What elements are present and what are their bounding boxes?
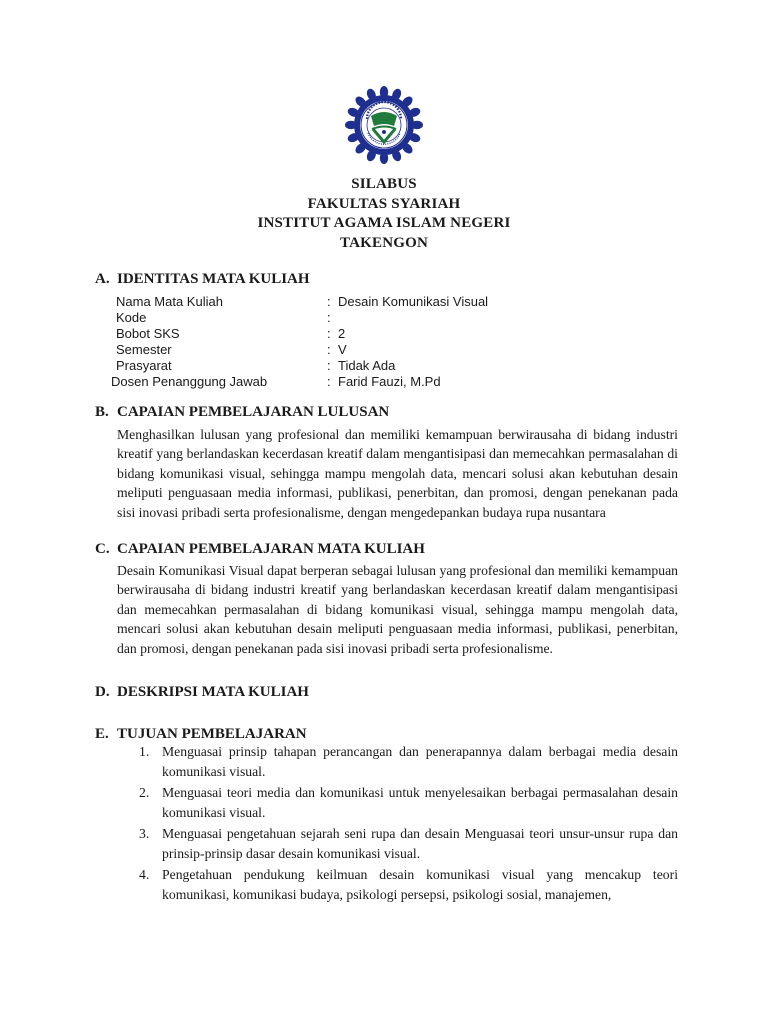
- section-b-paragraph: Menghasilkan lulusan yang profesional dan memiliki kemampuan berwirausaha di bidang industri kreatif yang berlandaskan kecerdasan kreatif dalam mengantisipasi dan memecahkan permasalahan di bidang komunikasi visual, sehingga mampu mengolah data, mencari solusi akan kebutuhan desain meliputi penguasaan media informasi, publikasi, penerbitan, dan promosi, dengan penekanan pada sisi inovasi pribadi serta profesionalisme, dengan mengedepankan budaya rupa nusantara: [117, 427, 678, 520]
- list-number: 3.: [139, 826, 150, 841]
- identity-row: [0, 374, 768, 390]
- identity-value: Farid Fauzi, M.Pd: [338, 374, 441, 389]
- identity-row: [0, 294, 768, 310]
- list-item-text: Menguasai pengetahuan sejarah seni rupa dan desain Menguasai teori unsur-unsur rupa dan prinsip-prinsip dasar desain komunikasi visual.: [162, 826, 678, 861]
- section-heading-e: [95, 726, 307, 743]
- identity-value: 2: [338, 326, 346, 341]
- section-heading-c: [95, 541, 425, 558]
- identity-label: Semester: [116, 342, 172, 357]
- section-c-paragraph: Desain Komunikasi Visual dapat berperan sebagai lulusan yang profesional dan memiliki kemampuan berwirausaha di bidang industri kreatif yang berlandaskan kecerdasan kreatif dalam mengantisipasi dan memecahkan permasalahan di bidang komunikasi visual, sehingga mampu mengolah data, mencari solusi akan kebutuhan desain meliputi penguasaan media informasi, publikasi, penerbitan, dan promosi, dengan penekanan pada sisi inovasi pribadi serta profesionalisme.: [117, 563, 678, 656]
- identity-label: Dosen Penanggung Jawab: [111, 374, 268, 389]
- section-title: IDENTITAS MATA KULIAH: [117, 271, 310, 287]
- list-number: 4.: [139, 867, 150, 882]
- identity-label: Kode: [116, 310, 147, 325]
- list-item-text: Pengetahuan pendukung keilmuan desain komunikasi visual yang mencakup teori komunikasi, komunikasi budaya, psikologi persepsi, psikologi sosial, manajemen,: [162, 867, 678, 902]
- list-item: [139, 865, 678, 905]
- title-line: INSTITUT AGAMA ISLAM NEGERI: [257, 215, 511, 231]
- section-heading-b: [95, 404, 389, 421]
- section-title: CAPAIAN PEMBELAJARAN LULUSAN: [117, 404, 390, 420]
- identity-colon: :: [327, 374, 331, 389]
- section-letter: A.: [95, 271, 110, 287]
- identity-value: Desain Komunikasi Visual: [338, 294, 489, 309]
- section-letter: C.: [95, 541, 110, 557]
- section-title: DESKRIPSI MATA KULIAH: [117, 684, 309, 700]
- identity-value: Tidak Ada: [338, 358, 396, 373]
- list-item: [139, 742, 678, 782]
- institution-logo: [345, 86, 423, 164]
- list-item-text: Menguasai teori media dan komunikasi untuk menyelesaikan berbagai permasalahan desain komunikasi visual.: [162, 785, 678, 820]
- learning-objectives-list: [139, 742, 678, 906]
- list-item-text: Menguasai prinsip tahapan perancangan dan penerapannya dalam berbagai media desain komunikasi visual.: [162, 744, 678, 779]
- section-heading-d: [95, 684, 309, 701]
- identity-label: Nama Mata Kuliah: [116, 294, 223, 309]
- identity-colon: :: [327, 342, 331, 357]
- list-number: 1.: [139, 744, 150, 759]
- identity-colon: :: [327, 310, 331, 325]
- identity-row: [0, 358, 768, 374]
- identity-label: Bobot SKS: [116, 326, 180, 341]
- section-title: TUJUAN PEMBELAJARAN: [117, 726, 307, 742]
- identity-label: Prasyarat: [116, 358, 172, 373]
- section-letter: B.: [95, 404, 109, 420]
- identity-colon: :: [327, 326, 331, 341]
- list-item: [139, 783, 678, 823]
- identity-row: [0, 310, 768, 326]
- list-number: 2.: [139, 785, 150, 800]
- identity-colon: :: [327, 358, 331, 373]
- section-letter: D.: [95, 684, 110, 700]
- section-letter: E.: [95, 726, 109, 742]
- list-item: [139, 824, 678, 864]
- section-title: CAPAIAN PEMBELAJARAN MATA KULIAH: [117, 541, 425, 557]
- title-line: TAKENGON: [340, 234, 428, 251]
- title-line: FAKULTAS SYARIAH: [307, 195, 461, 212]
- document-title: [0, 175, 768, 253]
- identity-value: V: [338, 342, 347, 357]
- title-line: SILABUS: [351, 176, 417, 192]
- section-heading-a: [95, 271, 310, 288]
- identity-row: [0, 342, 768, 358]
- identity-row: [0, 326, 768, 342]
- identity-colon: :: [327, 294, 331, 309]
